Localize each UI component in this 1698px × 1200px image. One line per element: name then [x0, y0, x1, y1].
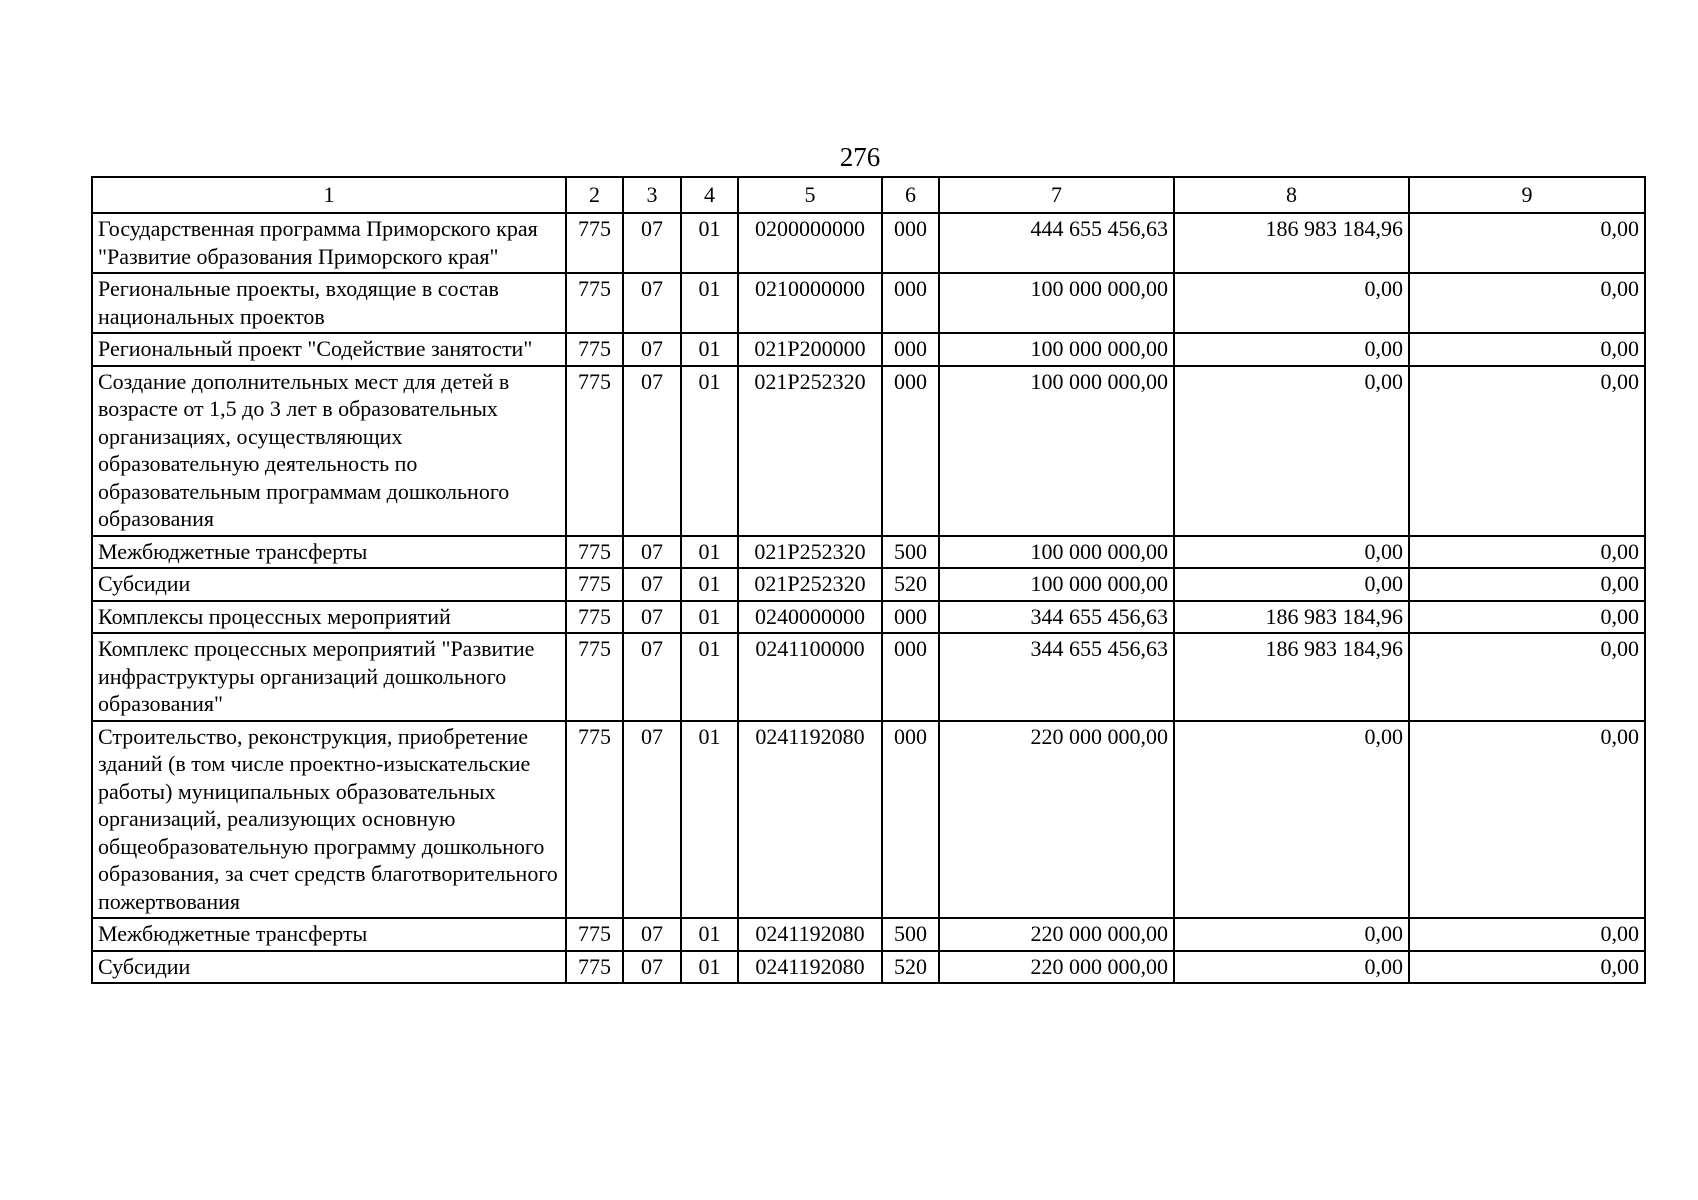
- cell-amount-col8: 186 983 184,96: [1174, 213, 1409, 273]
- cell-ministry-code: 775: [566, 366, 623, 536]
- cell-expense-type: 000: [882, 213, 939, 273]
- cell-section: 07: [623, 333, 681, 366]
- cell-amount-col9: 0,00: [1409, 568, 1645, 601]
- column-header-4: 4: [681, 177, 738, 213]
- cell-amount-col9: 0,00: [1409, 213, 1645, 273]
- cell-expense-type: 000: [882, 721, 939, 919]
- cell-target-article: 0241100000: [738, 633, 882, 721]
- table-row: [92, 366, 1645, 536]
- cell-amount-col9: 0,00: [1409, 951, 1645, 984]
- cell-expense-type: 500: [882, 536, 939, 569]
- cell-target-article: 021P200000: [738, 333, 882, 366]
- row-name: Комплекс процессных мероприятий "Развитие инфраструктуры организаций дошкольного образования": [92, 633, 566, 721]
- cell-section: 07: [623, 951, 681, 984]
- row-name: Региональный проект "Содействие занятости": [92, 333, 566, 366]
- column-header-7: 7: [939, 177, 1174, 213]
- cell-ministry-code: 775: [566, 273, 623, 333]
- row-name: Комплексы процессных мероприятий: [92, 601, 566, 634]
- page-number: 276: [839, 142, 881, 172]
- cell-subsection: 01: [681, 366, 738, 536]
- cell-target-article: 021P252320: [738, 536, 882, 569]
- table-row: [92, 333, 1645, 366]
- cell-subsection: 01: [681, 213, 738, 273]
- cell-section: 07: [623, 633, 681, 721]
- cell-amount-col9: 0,00: [1409, 918, 1645, 951]
- cell-amount-col7: 100 000 000,00: [939, 333, 1174, 366]
- cell-target-article: 0241192080: [738, 951, 882, 984]
- cell-amount-col9: 0,00: [1409, 536, 1645, 569]
- cell-amount-col7: 220 000 000,00: [939, 951, 1174, 984]
- column-header-6: 6: [882, 177, 939, 213]
- cell-amount-col8: 186 983 184,96: [1174, 601, 1409, 634]
- cell-amount-col9: 0,00: [1409, 333, 1645, 366]
- cell-amount-col8: 0,00: [1174, 721, 1409, 919]
- cell-amount-col7: 100 000 000,00: [939, 568, 1174, 601]
- column-header-9: 9: [1409, 177, 1645, 213]
- cell-subsection: 01: [681, 633, 738, 721]
- cell-subsection: 01: [681, 601, 738, 634]
- cell-section: 07: [623, 366, 681, 536]
- cell-ministry-code: 775: [566, 601, 623, 634]
- cell-ministry-code: 775: [566, 951, 623, 984]
- cell-expense-type: 000: [882, 273, 939, 333]
- row-name: Межбюджетные трансферты: [92, 918, 566, 951]
- cell-section: 07: [623, 568, 681, 601]
- cell-target-article: 0200000000: [738, 213, 882, 273]
- table-row: [92, 213, 1645, 273]
- cell-amount-col7: 344 655 456,63: [939, 601, 1174, 634]
- cell-section: 07: [623, 536, 681, 569]
- cell-amount-col7: 220 000 000,00: [939, 721, 1174, 919]
- cell-expense-type: 000: [882, 633, 939, 721]
- cell-amount-col8: 186 983 184,96: [1174, 633, 1409, 721]
- cell-amount-col7: 100 000 000,00: [939, 536, 1174, 569]
- cell-amount-col9: 0,00: [1409, 633, 1645, 721]
- table-row: [92, 918, 1645, 951]
- cell-expense-type: 500: [882, 918, 939, 951]
- cell-amount-col7: 100 000 000,00: [939, 366, 1174, 536]
- cell-ministry-code: 775: [566, 568, 623, 601]
- cell-amount-col8: 0,00: [1174, 951, 1409, 984]
- cell-amount-col8: 0,00: [1174, 536, 1409, 569]
- cell-subsection: 01: [681, 918, 738, 951]
- cell-ministry-code: 775: [566, 333, 623, 366]
- cell-ministry-code: 775: [566, 918, 623, 951]
- cell-section: 07: [623, 721, 681, 919]
- table-row: [92, 273, 1645, 333]
- header-row: [92, 177, 1645, 213]
- column-header-2: 2: [566, 177, 623, 213]
- cell-amount-col9: 0,00: [1409, 721, 1645, 919]
- cell-ministry-code: 775: [566, 536, 623, 569]
- table-row: [92, 721, 1645, 919]
- cell-amount-col8: 0,00: [1174, 273, 1409, 333]
- cell-subsection: 01: [681, 568, 738, 601]
- cell-amount-col9: 0,00: [1409, 366, 1645, 536]
- cell-subsection: 01: [681, 273, 738, 333]
- cell-target-article: 0241192080: [738, 721, 882, 919]
- cell-section: 07: [623, 601, 681, 634]
- cell-target-article: 0240000000: [738, 601, 882, 634]
- cell-subsection: 01: [681, 536, 738, 569]
- cell-amount-col7: 100 000 000,00: [939, 273, 1174, 333]
- cell-ministry-code: 775: [566, 213, 623, 273]
- cell-expense-type: 520: [882, 951, 939, 984]
- cell-target-article: 0210000000: [738, 273, 882, 333]
- cell-amount-col8: 0,00: [1174, 366, 1409, 536]
- table-row: [92, 536, 1645, 569]
- cell-section: 07: [623, 213, 681, 273]
- cell-expense-type: 000: [882, 333, 939, 366]
- table-row: [92, 951, 1645, 984]
- cell-section: 07: [623, 918, 681, 951]
- cell-amount-col8: 0,00: [1174, 568, 1409, 601]
- table-row: [92, 633, 1645, 721]
- cell-section: 07: [623, 273, 681, 333]
- row-name: Строительство, реконструкция, приобретение зданий (в том числе проектно-изыскательские работы) муниципальных образовательных организаций, реализующих основную общеобразовательную программу дошкольного образования, за счет средств благотворительного пожертвования: [92, 721, 566, 919]
- cell-target-article: 021P252320: [738, 568, 882, 601]
- cell-expense-type: 520: [882, 568, 939, 601]
- column-header-8: 8: [1174, 177, 1409, 213]
- row-name: Межбюджетные трансферты: [92, 536, 566, 569]
- row-name: Создание дополнительных мест для детей в возрасте от 1,5 до 3 лет в образовательных организациях, осуществляющих образовательную деятельность по образовательным программам дошкольного образования: [92, 366, 566, 536]
- cell-subsection: 01: [681, 333, 738, 366]
- column-header-5: 5: [738, 177, 882, 213]
- budget-table: [91, 176, 1646, 984]
- row-name: Региональные проекты, входящие в состав национальных проектов: [92, 273, 566, 333]
- cell-amount-col9: 0,00: [1409, 601, 1645, 634]
- row-name: Субсидии: [92, 568, 566, 601]
- column-header-1: 1: [92, 177, 566, 213]
- cell-amount-col8: 0,00: [1174, 918, 1409, 951]
- cell-amount-col8: 0,00: [1174, 333, 1409, 366]
- cell-expense-type: 000: [882, 601, 939, 634]
- cell-amount-col7: 220 000 000,00: [939, 918, 1174, 951]
- row-name: Государственная программа Приморского края "Развитие образования Приморского края": [92, 213, 566, 273]
- table-row: [92, 568, 1645, 601]
- cell-amount-col7: 344 655 456,63: [939, 633, 1174, 721]
- cell-expense-type: 000: [882, 366, 939, 536]
- cell-ministry-code: 775: [566, 721, 623, 919]
- cell-amount-col7: 444 655 456,63: [939, 213, 1174, 273]
- column-header-3: 3: [623, 177, 681, 213]
- row-name: Субсидии: [92, 951, 566, 984]
- cell-subsection: 01: [681, 721, 738, 919]
- cell-subsection: 01: [681, 951, 738, 984]
- table-row: [92, 601, 1645, 634]
- cell-target-article: 021P252320: [738, 366, 882, 536]
- cell-ministry-code: 775: [566, 633, 623, 721]
- cell-target-article: 0241192080: [738, 918, 882, 951]
- cell-amount-col9: 0,00: [1409, 273, 1645, 333]
